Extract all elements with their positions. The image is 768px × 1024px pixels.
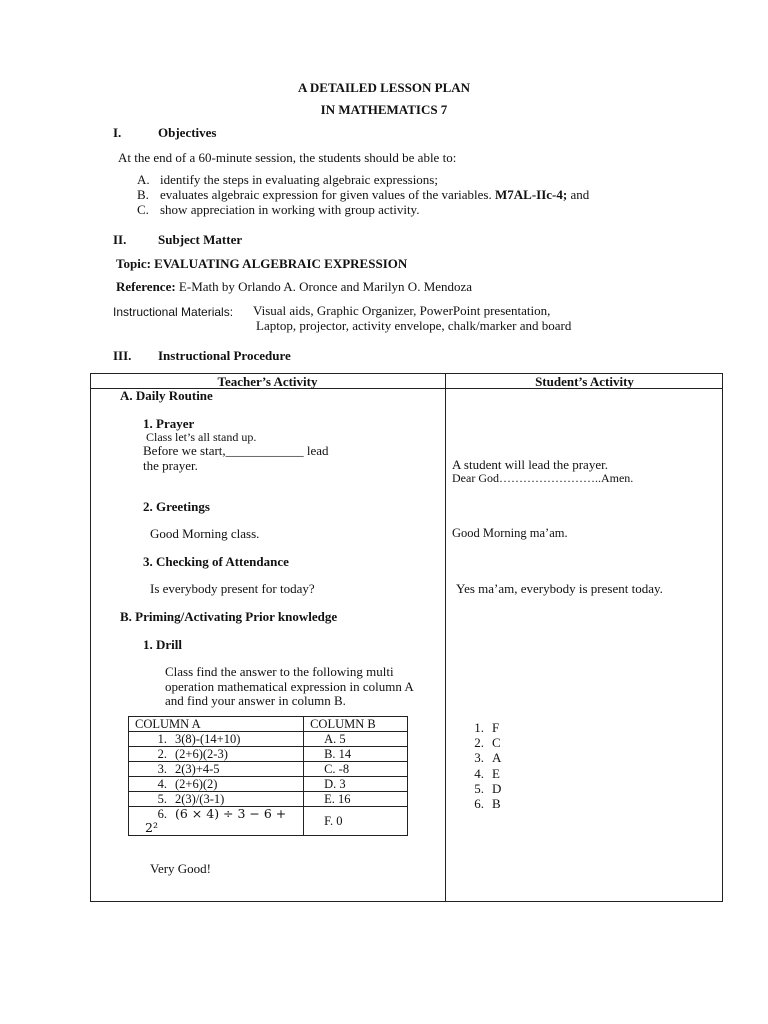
competency-code: M7AL-IIc-4; xyxy=(494,187,568,202)
answer-number: 4. xyxy=(474,765,484,781)
answer-number: 2. xyxy=(474,735,484,751)
column-a-cell xyxy=(129,747,304,762)
objective-text-main: evaluates algebraic expression for given values of the variables. xyxy=(160,187,495,202)
student-response: Dear God……………………..Amen. xyxy=(452,471,634,485)
answer-number: 5. xyxy=(474,780,484,796)
column-a-cell xyxy=(129,807,304,836)
expression: 2(3)+4-5 xyxy=(175,762,220,776)
section-numeral-objectives: I. xyxy=(113,125,122,140)
teacher-activity-header: Teacher’s Activity xyxy=(217,374,318,389)
column-b-cell: C. -8 xyxy=(304,762,408,777)
objective-text: identify the steps in evaluating algebraic expressions; xyxy=(160,172,438,187)
list-item xyxy=(462,781,501,796)
table-row xyxy=(129,807,408,836)
reference-text: E-Math by Orlando A. Oronce and Marilyn O. Mendoza xyxy=(175,279,473,294)
section-numeral-procedure: III. xyxy=(113,348,132,363)
column-b-cell: E. 16 xyxy=(304,792,408,807)
objective-text-tail: and xyxy=(567,187,590,202)
answer-value: D xyxy=(492,780,502,796)
column-a-cell xyxy=(129,762,304,777)
table-row xyxy=(129,777,408,792)
column-b-cell: F. 0 xyxy=(304,807,408,836)
table-row xyxy=(129,717,408,732)
objective-text xyxy=(160,187,589,203)
column-b-cell: A. 5 xyxy=(304,732,408,747)
drill-instruction: operation mathematical expression in column A xyxy=(165,679,414,694)
objectives-intro: At the end of a 60-minute session, the students should be able to: xyxy=(118,150,457,165)
objective-item xyxy=(137,187,149,203)
objective-letter: A. xyxy=(137,172,150,187)
table-row xyxy=(129,732,408,747)
prayer-line: Class let’s all stand up. xyxy=(146,430,257,444)
row-number: 2. xyxy=(157,747,167,761)
attendance-heading: 3. Checking of Attendance xyxy=(143,554,289,569)
column-b-cell: D. 3 xyxy=(304,777,408,792)
answer-number: 1. xyxy=(474,720,484,735)
section-heading-procedure: Instructional Procedure xyxy=(158,348,291,363)
answer-value: C xyxy=(492,735,501,751)
student-response: A student will lead the prayer. xyxy=(452,457,608,472)
daily-routine-heading: A. Daily Routine xyxy=(120,388,213,403)
row-number: 6. xyxy=(157,807,167,821)
student-response: Yes ma’am, everybody is present today. xyxy=(456,581,663,596)
objective-item xyxy=(137,202,149,218)
expression: 3(8)-(14+10) xyxy=(175,732,241,746)
column-b-header: COLUMN B xyxy=(304,717,408,732)
row-number: 1. xyxy=(157,732,167,746)
closing-remark: Very Good! xyxy=(150,861,212,876)
greetings-heading: 2. Greetings xyxy=(143,499,210,514)
column-a-header: COLUMN A xyxy=(129,717,304,732)
drill-heading: 1. Drill xyxy=(143,637,182,652)
prayer-line: the prayer. xyxy=(143,458,198,473)
doc-title-line2: IN MATHEMATICS 7 xyxy=(320,102,448,117)
objective-text: show appreciation in working with group activity. xyxy=(160,202,420,217)
objective-item xyxy=(137,172,150,188)
drill-table xyxy=(128,716,408,836)
answer-value: F xyxy=(492,720,500,735)
objective-letter: C. xyxy=(137,202,149,217)
greetings-text: Good Morning class. xyxy=(150,526,260,541)
answer-list xyxy=(462,720,501,811)
prayer-line: Before we start,____________ lead xyxy=(143,443,329,458)
drill-instruction: and find your answer in column B. xyxy=(165,693,346,708)
list-item xyxy=(462,766,501,781)
table-row xyxy=(129,792,408,807)
column-a-cell xyxy=(129,732,304,747)
attendance-text: Is everybody present for today? xyxy=(150,581,315,596)
answer-value: B xyxy=(492,796,501,812)
table-row xyxy=(129,762,408,777)
student-activity-header: Student’s Activity xyxy=(535,374,634,389)
expression: 2(3)/(3-1) xyxy=(175,792,225,806)
table-row xyxy=(129,747,408,762)
column-a-cell xyxy=(129,792,304,807)
student-response: Good Morning ma’am. xyxy=(452,526,568,540)
column-b-cell: B. 14 xyxy=(304,747,408,762)
column-a-cell xyxy=(129,777,304,792)
answer-value: A xyxy=(492,750,502,766)
reference-label: Reference: xyxy=(116,279,176,294)
answer-number: 6. xyxy=(474,796,484,812)
priming-heading: B. Priming/Activating Prior knowledge xyxy=(120,609,338,624)
list-item xyxy=(462,750,501,765)
section-heading-objectives: Objectives xyxy=(158,125,217,140)
list-item xyxy=(462,720,501,735)
materials-line1: Visual aids, Graphic Organizer, PowerPoint presentation, xyxy=(253,303,551,318)
section-heading-subject: Subject Matter xyxy=(158,232,243,247)
drill-instruction: Class find the answer to the following multi xyxy=(165,664,394,679)
prayer-heading: 1. Prayer xyxy=(143,416,195,431)
answer-value: E xyxy=(492,765,500,781)
answer-number: 3. xyxy=(474,750,484,766)
table-column-divider xyxy=(445,373,446,902)
expression: (6 × 4) ÷ 3 − 6 + 2² xyxy=(145,806,287,835)
expression: (2+6)(2-3) xyxy=(175,747,228,761)
row-number: 3. xyxy=(157,762,167,776)
objective-letter: B. xyxy=(137,187,149,202)
reference-line xyxy=(116,279,472,295)
row-number: 4. xyxy=(157,777,167,791)
materials-line2: Laptop, projector, activity envelope, chalk/marker and board xyxy=(256,318,572,333)
list-item xyxy=(462,735,501,750)
section-numeral-subject: II. xyxy=(113,232,127,247)
materials-label: Instructional Materials: xyxy=(113,305,234,319)
doc-title-line1: A DETAILED LESSON PLAN xyxy=(297,80,471,95)
expression: (2+6)(2) xyxy=(175,777,218,791)
row-number: 5. xyxy=(157,792,167,806)
list-item xyxy=(462,796,501,811)
topic-label: Topic: EVALUATING ALGEBRAIC EXPRESSION xyxy=(116,256,408,271)
